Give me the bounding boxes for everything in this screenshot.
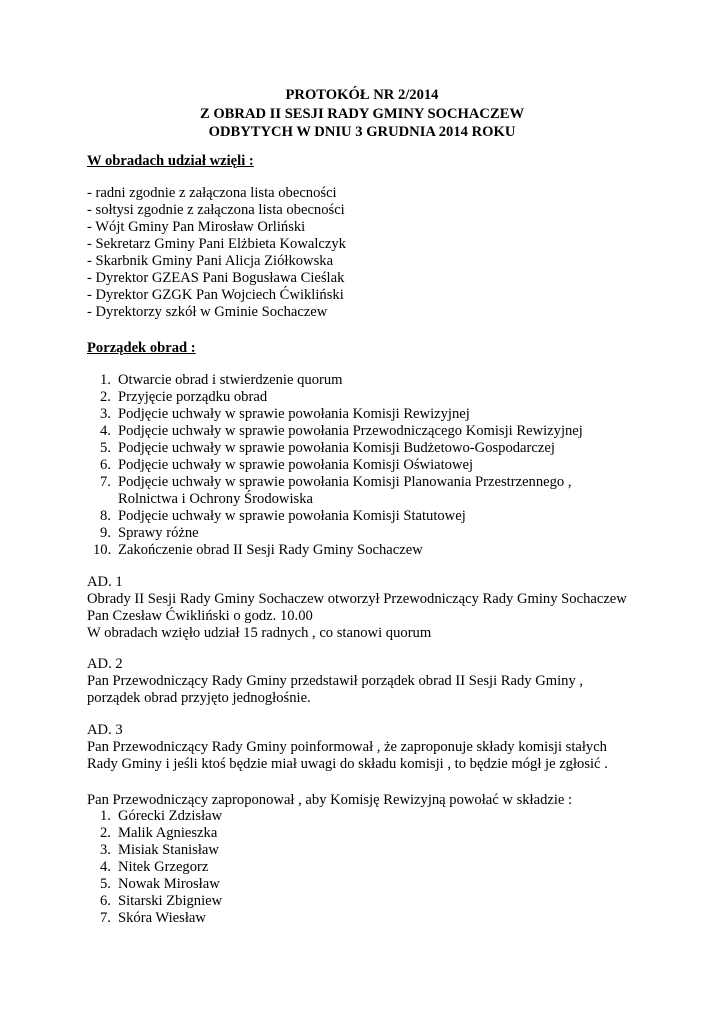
ad3-section [87,722,687,773]
ad3-line: Pan Przewodniczący Rady Gminy poinformował , że zaproponuje składy komisji stałych [87,739,607,755]
member-number: 6. [100,893,111,909]
member-name: Malik Agnieszka [118,825,218,841]
agenda-item-text: Podjęcie uchwały w sprawie powołania Komisji Budżetowo-Gospodarczej [118,440,555,456]
participant-item: - Sekretarz Gminy Pani Elżbieta Kowalczyk [87,236,346,252]
agenda-list [87,372,583,559]
agenda-item-number: 3. [100,406,111,422]
agenda-item [87,423,583,440]
agenda-item [87,508,583,525]
agenda-item-number: 5. [100,440,111,456]
committee-member [87,808,222,825]
committee-member [87,859,222,876]
participants-list [87,185,346,321]
member-name: Misiak Stanisław [118,842,219,858]
agenda-item-number: 1. [100,372,111,388]
committee-member [87,842,222,859]
participant-item: - sołtysi zgodnie z załączona lista obecności [87,202,345,218]
committee-member [87,893,222,910]
ad1-line: Pan Czesław Ćwikliński o godz. 10.00 [87,608,313,624]
member-name: Nowak Mirosław [118,876,220,892]
agenda-item [87,542,583,559]
agenda-item-text: Otwarcie obrad i stwierdzenie quorum [118,372,343,388]
participant-item: - radni zgodnie z załączona lista obecności [87,185,337,201]
member-number: 5. [100,876,111,892]
agenda-item [87,457,583,474]
agenda-item-text: Podjęcie uchwały w sprawie powołania Przewodniczącego Komisji Rewizyjnej [118,423,583,439]
participant-item: - Dyrektor GZGK Pan Wojciech Ćwikliński [87,287,344,303]
ad1-line: W obradach wzięło udział 15 radnych , co stanowi quorum [87,625,432,641]
ad1-line: Obrady II Sesji Rady Gminy Sochaczew otworzył Przewodniczący Rady Gminy Sochaczew [87,591,627,607]
agenda-item [87,372,583,389]
member-number: 1. [100,808,111,824]
member-name: Górecki Zdzisław [118,808,223,824]
agenda-item-number: 9. [100,525,111,541]
ad1-label: AD. 1 [87,574,123,590]
agenda-item-text: Podjęcie uchwały w sprawie powołania Komisji Planowania Przestrzennego , [118,474,572,490]
agenda-item-number: 7. [100,474,111,490]
agenda-item-text: Sprawy różne [118,525,199,541]
participants-heading: W obradach udział wzięli : [87,153,254,169]
title-line-2: Z OBRAD II SESJI RADY GMINY SOCHACZEW [199,105,525,122]
agenda-item [87,474,583,508]
agenda-item [87,406,583,423]
agenda-item-text: Przyjęcie porządku obrad [118,389,268,405]
agenda-item-number: 6. [100,457,111,473]
committee-member [87,825,222,842]
agenda-item-number: 2. [100,389,111,405]
agenda-item-number: 8. [100,508,111,524]
title-line-3: ODBYTYCH W DNIU 3 GRUDNIA 2014 ROKU [208,124,516,140]
agenda-item-text: Zakończenie obrad II Sesji Rady Gminy Sochaczew [118,542,423,558]
agenda-item [87,440,583,457]
participant-item: - Wójt Gminy Pan Mirosław Orliński [87,219,306,235]
ad3-line: Rady Gminy i jeśli ktoś będzie miał uwagi do składu komisji , to będzie mógł je zgłosić . [87,756,608,772]
committee-members-list [87,808,222,927]
ad1-section [87,574,687,642]
agenda-item-text: Podjęcie uchwały w sprawie powołania Komisji Oświatowej [118,457,474,473]
member-name: Skóra Wiesław [118,910,206,926]
ad2-line: porządek obrad przyjęto jednogłośnie. [87,690,311,706]
participant-item: - Dyrektor GZEAS Pani Bogusława Cieślak [87,270,345,286]
ad3-label: AD. 3 [87,722,123,738]
title-line-1: PROTOKÓŁ NR 2/2014 [285,87,439,103]
ad2-line: Pan Przewodniczący Rady Gminy przedstawił porządek obrad II Sesji Rady Gminy , [87,673,584,689]
member-number: 2. [100,825,111,841]
member-number: 7. [100,910,111,926]
participant-item: - Dyrektorzy szkół w Gminie Sochaczew [87,304,328,320]
member-name: Sitarski Zbigniew [118,893,223,909]
committee-member [87,876,222,893]
agenda-item-text-continued: Rolnictwa i Ochrony Środowiska [118,491,313,507]
agenda-item-text: Podjęcie uchwały w sprawie powołania Komisji Rewizyjnej [118,406,470,422]
agenda-item-text: Podjęcie uchwały w sprawie powołania Komisji Statutowej [118,508,466,524]
member-name: Nitek Grzegorz [118,859,209,875]
member-number: 3. [100,842,111,858]
ad2-label: AD. 2 [87,656,123,672]
document-title [0,86,724,142]
ad3-proposal: Pan Przewodniczący zaproponował , aby Komisję Rewizyjną powołać w składzie : [87,792,573,808]
agenda-item [87,389,583,406]
agenda-heading: Porządek obrad : [87,340,196,356]
ad2-section [87,656,687,707]
member-number: 4. [100,859,111,875]
agenda-item-number: 4. [100,423,111,439]
committee-member [87,910,222,927]
agenda-item [87,525,583,542]
participant-item: - Skarbnik Gminy Pani Alicja Ziółkowska [87,253,334,269]
agenda-item-number: 10. [93,542,112,558]
